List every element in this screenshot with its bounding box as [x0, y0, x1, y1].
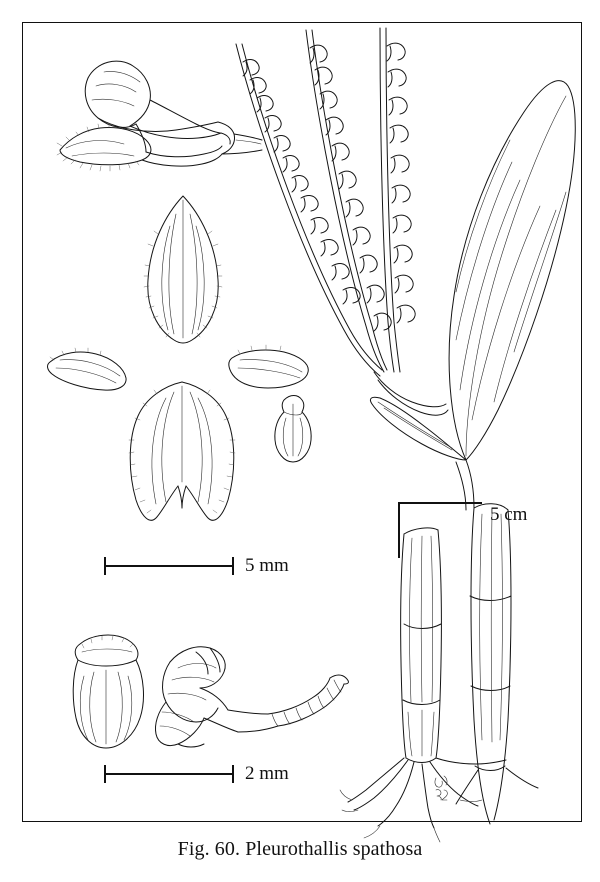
- scale-bar-5mm: [95, 552, 310, 592]
- petal-left: [48, 348, 127, 390]
- scale-bar-tick-left: [104, 765, 106, 783]
- roots: [340, 758, 538, 842]
- column-and-ovary: [155, 647, 348, 747]
- scale-bar-line: [104, 773, 234, 775]
- figure-caption: Fig. 60. Pleurothallis spathosa: [177, 838, 423, 860]
- leaf-base-bract: [370, 397, 474, 510]
- scale-bar-tick-top: [398, 502, 482, 504]
- flower-lateral-view: [57, 61, 262, 171]
- scale-bar-label: 2 mm: [245, 763, 289, 784]
- scale-bar-tick-right: [232, 765, 234, 783]
- anther-cap: [73, 635, 143, 748]
- inflorescence-racemes: [236, 28, 448, 415]
- scale-bar-line: [398, 502, 400, 558]
- synsepal: [129, 382, 235, 520]
- scale-bar-label: 5 mm: [245, 555, 289, 576]
- scale-bar-tick-left: [104, 557, 106, 575]
- scale-bar-2mm: [95, 760, 310, 800]
- dorsal-sepal: [144, 196, 222, 343]
- petal-right: [229, 345, 308, 388]
- scale-bar-5cm: [396, 500, 566, 560]
- scale-bar-line: [104, 565, 234, 567]
- scale-bar-tick-right: [232, 557, 234, 575]
- scale-bar-label: 5 cm: [490, 504, 528, 525]
- lip: [275, 396, 311, 463]
- leaf: [449, 81, 575, 460]
